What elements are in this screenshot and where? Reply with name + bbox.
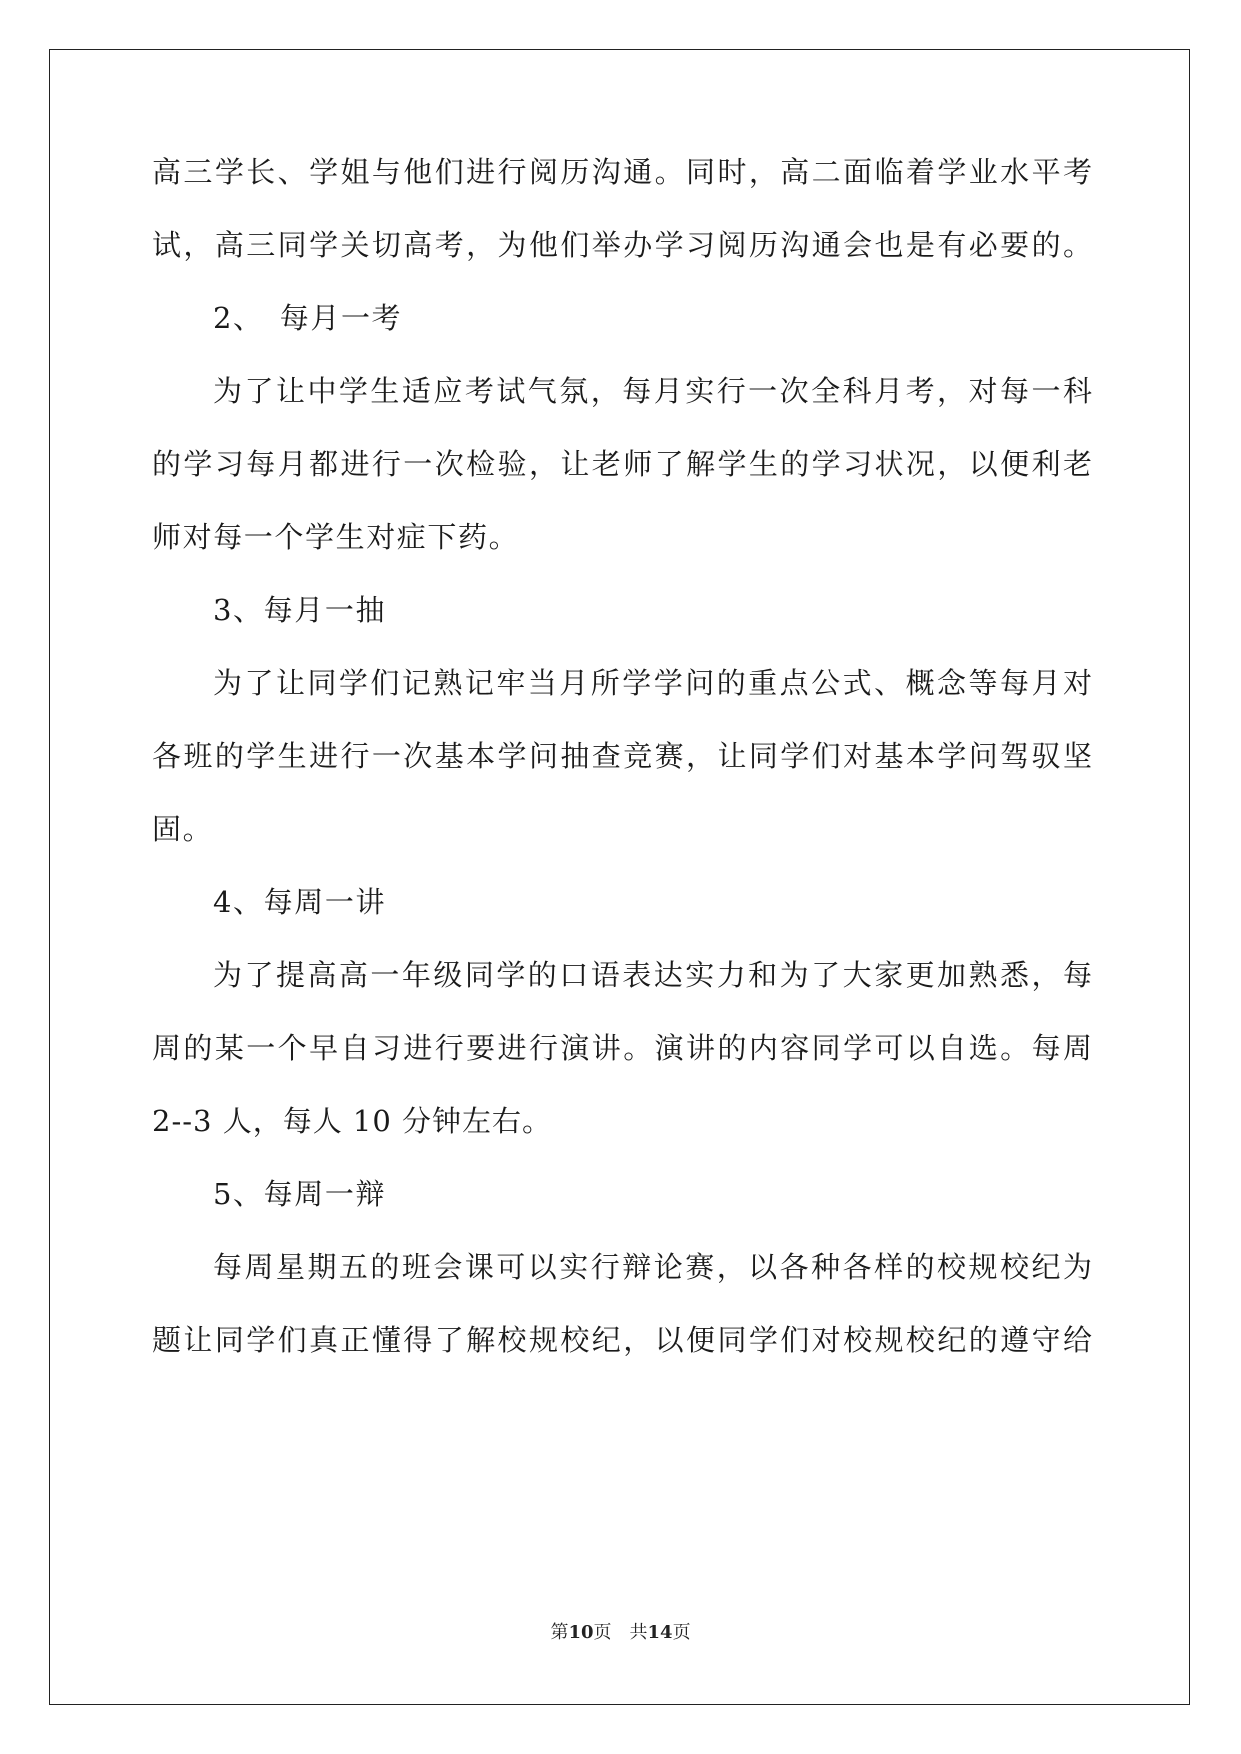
footer-middle: 页 共 xyxy=(593,1622,648,1643)
section-heading: 5、每周一辩 xyxy=(213,1177,387,1211)
text-line: 的学习每月都进行一次检验，让老师了解学生的学习状况，以便利老 xyxy=(152,447,1092,481)
page-footer xyxy=(0,1621,1241,1645)
text-line: 为了让同学们记熟记牢当月所学学问的重点公式、概念等每月对 xyxy=(213,666,1092,700)
text-line: 高三学长、学姐与他们进行阅历沟通。同时，高二面临着学业水平考 xyxy=(152,155,1092,189)
current-page-number: 10 xyxy=(568,1622,594,1643)
section-heading: 2、 每月一考 xyxy=(213,301,403,335)
section-heading: 4、每周一讲 xyxy=(213,885,387,919)
text-line: 2--3 人，每人 10 分钟左右。 xyxy=(152,1104,553,1138)
footer-prefix: 第 xyxy=(550,1622,569,1643)
text-line: 各班的学生进行一次基本学问抽查竞赛，让同学们对基本学问驾驭坚 xyxy=(152,739,1092,773)
text-line: 为了让中学生适应考试气氛，每月实行一次全科月考，对每一科 xyxy=(213,374,1092,408)
total-pages-number: 14 xyxy=(647,1622,673,1643)
footer-suffix: 页 xyxy=(672,1622,691,1643)
text-line: 固。 xyxy=(152,812,214,846)
text-line: 试，高三同学关切高考，为他们举办学习阅历沟通会也是有必要的。 xyxy=(152,228,1092,262)
text-line: 师对每一个学生对症下药。 xyxy=(152,520,520,554)
text-line: 每周星期五的班会课可以实行辩论赛，以各种各样的校规校纪为 xyxy=(213,1250,1092,1284)
section-heading: 3、每月一抽 xyxy=(213,593,387,627)
text-line: 题让同学们真正懂得了解校规校纪，以便同学们对校规校纪的遵守给 xyxy=(152,1323,1092,1357)
text-line: 周的某一个早自习进行要进行演讲。演讲的内容同学可以自选。每周 xyxy=(152,1031,1092,1065)
text-line: 为了提高高一年级同学的口语表达实力和为了大家更加熟悉，每 xyxy=(213,958,1092,992)
